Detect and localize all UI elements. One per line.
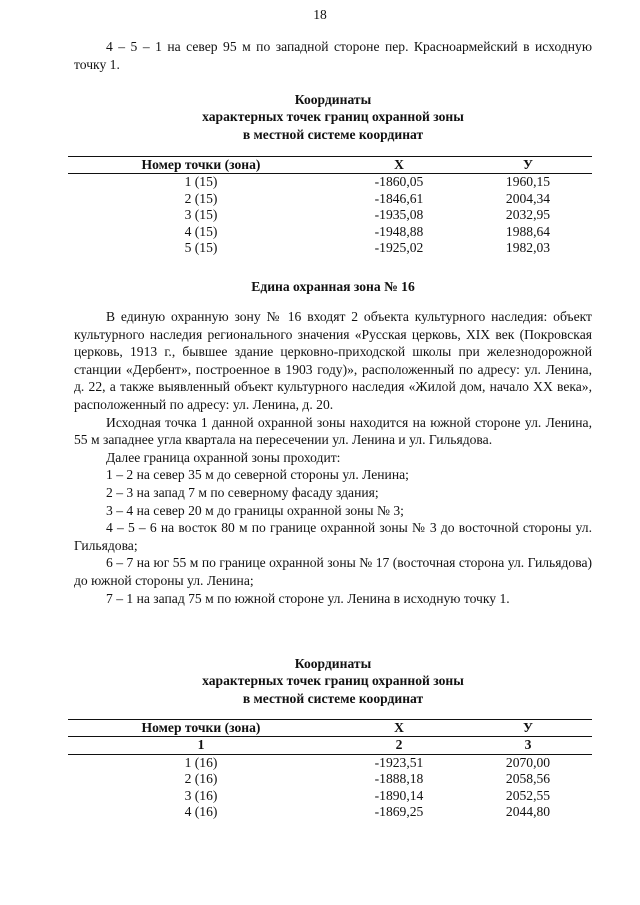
- cell-x: -1869,25: [374, 804, 424, 820]
- table1-caption-line: в местной системе координат: [242, 126, 424, 142]
- column-header-x: X: [334, 157, 464, 174]
- cell-y: 1960,15: [505, 174, 551, 190]
- column-number: 1: [68, 737, 334, 754]
- column-header-point: Номер точки (зона): [68, 720, 334, 737]
- table-row: [68, 174, 592, 191]
- cell-y: 2004,34: [505, 190, 551, 206]
- paragraph: 7 – 1 на запад 75 м по южной стороне ул. Ленина в исходную точку 1.: [106, 590, 510, 606]
- column-header-y: У: [464, 157, 592, 174]
- paragraph: 1 – 2 на север 35 м до северной стороны ул. Ленина;: [106, 467, 409, 483]
- paragraph: 4 – 5 – 6 на восток 80 м по границе охранной зоны № 3 до восточной стороны ул. Гильядова;: [74, 520, 592, 553]
- cell-y: 1982,03: [505, 240, 551, 256]
- cell-x: -1925,02: [374, 240, 424, 256]
- cell-point: 1 (16): [184, 754, 218, 770]
- intro-line: 4 – 5 – 1 на север 95 м по западной стороне пер. Красноармейский в исходную точку 1.: [74, 39, 592, 72]
- coordinates-table-15: [68, 156, 592, 256]
- table2-caption-line: характерных точек границ охранной зоны: [202, 673, 464, 689]
- column-header-y: У: [464, 720, 592, 737]
- paragraph: Далее граница охранной зоны проходит:: [106, 449, 341, 465]
- table-row: [68, 804, 592, 820]
- paragraph: 3 – 4 на север 20 м до границы охранной зоны № 3;: [106, 502, 404, 518]
- coordinates-table-16: [68, 719, 592, 820]
- column-header-x: X: [334, 720, 464, 737]
- column-number: 3: [464, 737, 592, 754]
- cell-x: -1948,88: [374, 223, 424, 239]
- cell-y: 1988,64: [505, 223, 551, 239]
- cell-x: -1888,18: [374, 771, 424, 787]
- cell-x: -1860,05: [374, 174, 424, 190]
- cell-point: 5 (15): [184, 240, 218, 256]
- table2-caption: [74, 655, 592, 707]
- cell-x: -1923,51: [374, 754, 424, 770]
- section-title: Едина охранная зона № 16: [251, 279, 415, 294]
- paragraph: В единую охранную зону № 16 входят 2 объекта культурного наследия: объект культурного наследия регионального значения «Русская церковь, XIX век (Покровская церковь, 1913 г., бывшее здание церковно-приходской школы при железнодорожной станции «Дербент», построенное в 1903 году)», расположенный по адресу: ул. Ленина, д. 22, а также выявленный объект культурного наследия «Жилой дом, начало XX века», расположенный по адресу: ул. Ленина, д. 20.: [74, 309, 592, 412]
- table-row: [68, 224, 592, 240]
- cell-x: -1846,61: [374, 190, 424, 206]
- cell-point: 2 (15): [184, 190, 218, 206]
- table1-caption: [74, 91, 592, 143]
- table1-caption-line: Координаты: [294, 92, 372, 107]
- paragraph: 6 – 7 на юг 55 м по границе охранной зоны № 17 (восточная сторона ул. Гильядова) до южной стороны ул. Ленина;: [74, 555, 592, 588]
- cell-y: 2044,80: [505, 804, 551, 820]
- intro-paragraph: [74, 38, 592, 73]
- table-row: [68, 207, 592, 223]
- table-row: [68, 754, 592, 771]
- cell-point: 1 (15): [184, 174, 218, 190]
- cell-y: 2052,55: [505, 787, 551, 803]
- paragraph: 2 – 3 на запад 7 м по северному фасаду здания;: [106, 484, 379, 500]
- cell-y: 2032,95: [505, 207, 551, 223]
- table1-caption-line: характерных точек границ охранной зоны: [202, 109, 464, 125]
- table-row: [68, 788, 592, 804]
- cell-point: 3 (16): [184, 787, 218, 803]
- table-row: [68, 191, 592, 207]
- cell-point: 3 (15): [184, 207, 218, 223]
- table-row: [68, 771, 592, 787]
- table2-caption-line: в местной системе координат: [242, 690, 424, 706]
- cell-point: 4 (16): [184, 804, 218, 820]
- column-header-point: Номер точки (зона): [68, 157, 334, 174]
- table-row: [68, 240, 592, 256]
- table2-caption-line: Координаты: [294, 656, 372, 671]
- cell-x: -1890,14: [374, 787, 424, 803]
- page-number: 18: [313, 7, 327, 22]
- body-text: [74, 308, 592, 607]
- paragraph: Исходная точка 1 данной охранной зоны находится на южной стороне ул. Ленина, 55 м западнее угла квартала на пересечении ул. Ленина и ул. Гильядова.: [74, 414, 592, 448]
- cell-y: 2058,56: [505, 771, 551, 787]
- cell-y: 2070,00: [505, 754, 551, 770]
- table-header-row: [68, 157, 592, 174]
- cell-point: 2 (16): [184, 771, 218, 787]
- column-number-row: [68, 737, 592, 754]
- cell-point: 4 (15): [184, 223, 218, 239]
- cell-x: -1935,08: [374, 207, 424, 223]
- table-header-row: [68, 720, 592, 737]
- column-number: 2: [334, 737, 464, 754]
